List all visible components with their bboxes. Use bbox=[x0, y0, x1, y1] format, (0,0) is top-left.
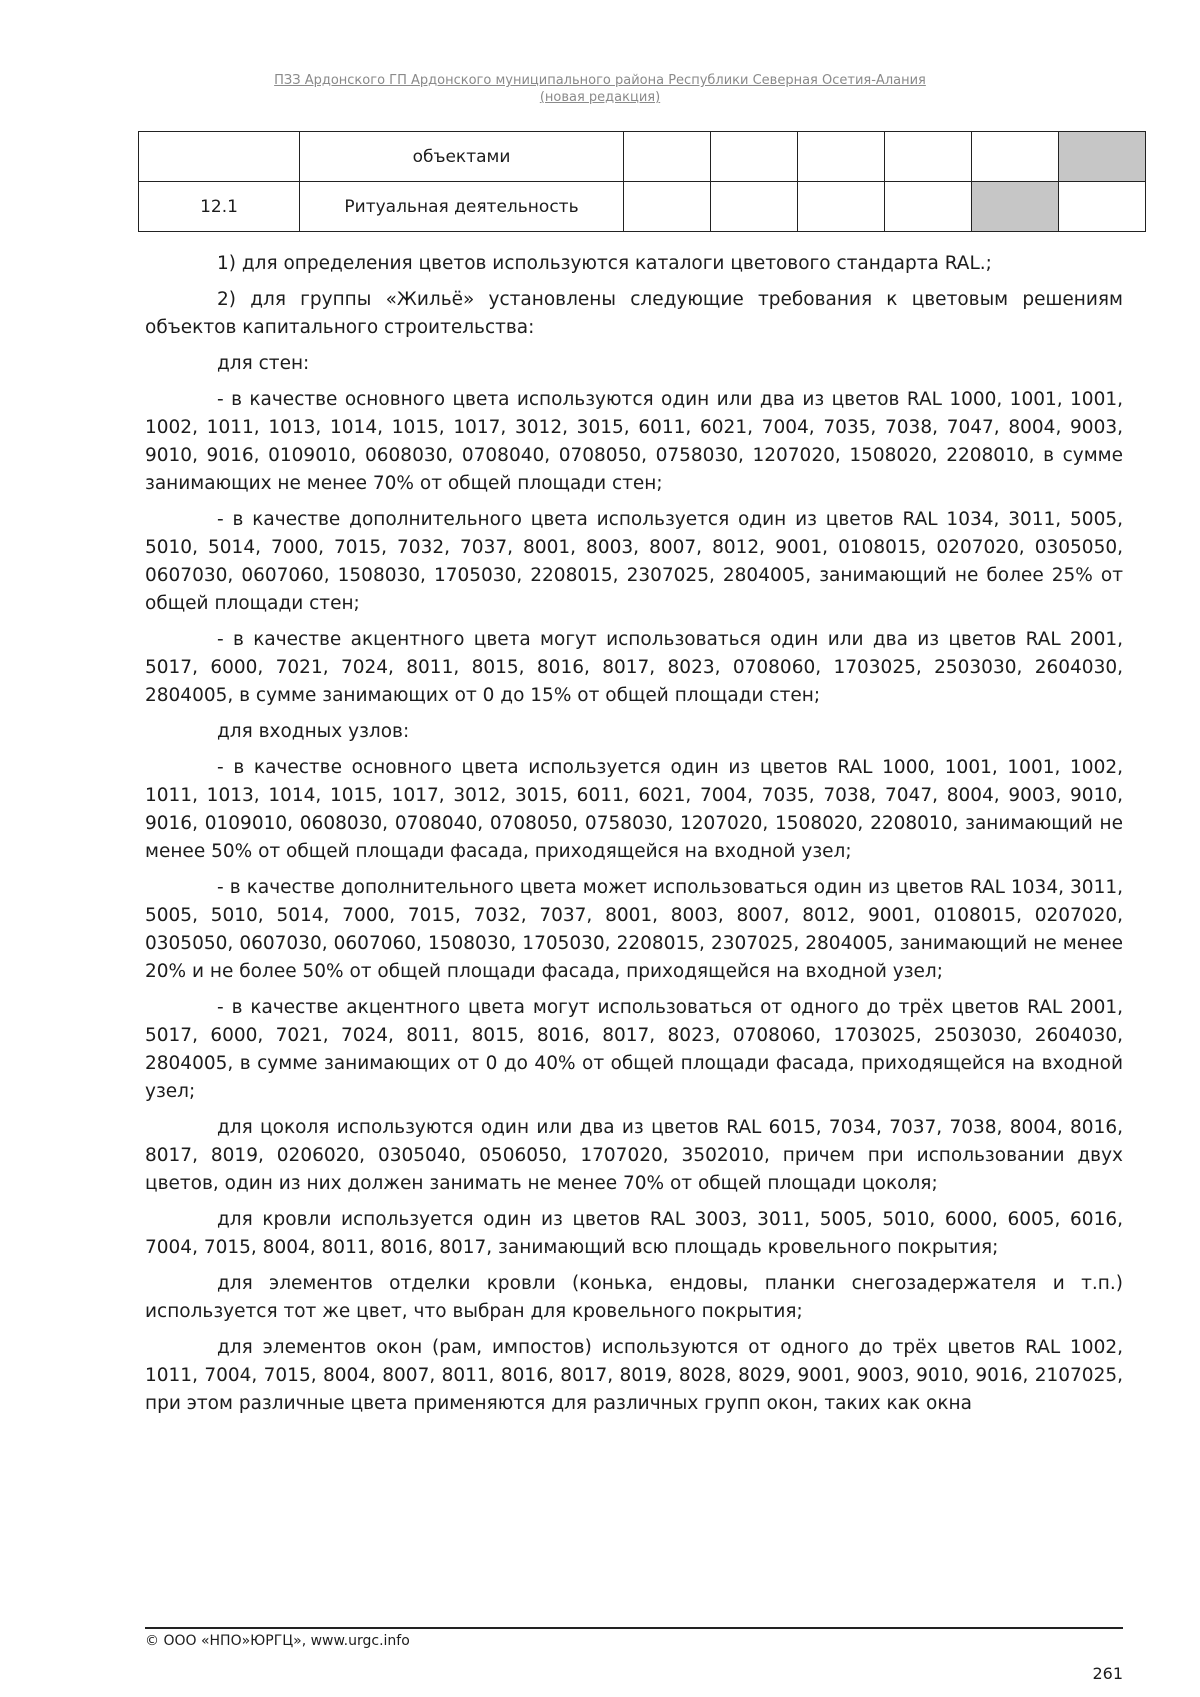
footer-copyright: © ООО «НПО»ЮРГЦ», www.urgc.info bbox=[145, 1633, 410, 1649]
table-cell bbox=[798, 182, 885, 232]
table-cell bbox=[624, 132, 711, 182]
header-title: ПЗЗ Ардонского ГП Ардонского муниципального района Республики Северная Осетия-Алания bbox=[274, 73, 926, 88]
paragraph: - в качестве акцентного цвета могут использоваться от одного до трёх цветов RAL 2001, 5017, 6000, 7021, 7024, 8011, 8015, 8016, 8017, 8023, 0708060, 1703025, 2503030, 2604030, 2804005, в сумме занимающих от 0 до 40% от общей площади фасада, приходящейся на входной узел; bbox=[145, 997, 1123, 1102]
footer-divider bbox=[145, 1627, 1123, 1629]
table-cell bbox=[711, 132, 798, 182]
document-body bbox=[145, 250, 1123, 1426]
paragraph: для элементов отделки кровли (конька, ендовы, планки снегозадержателя и т.п.) используется тот же цвет, что выбран для кровельного покрытия; bbox=[145, 1273, 1123, 1322]
table-row bbox=[139, 132, 1146, 182]
table-cell-number: 12.1 bbox=[139, 182, 300, 232]
paragraph: для цоколя используются один или два из цветов RAL 6015, 7034, 7037, 7038, 8004, 8016, 8017, 8019, 0206020, 0305040, 0506050, 1707020, 3502010, причем при использовании двух цветов, один из них должен занимать не менее 70% от общей площади цоколя; bbox=[145, 1117, 1123, 1194]
table-cell-name: объектами bbox=[300, 132, 624, 182]
header-subtitle: (новая редакция) bbox=[539, 90, 661, 105]
paragraph: - в качестве дополнительного цвета используется один из цветов RAL 1034, 3011, 5005, 5010, 5014, 7000, 7015, 7032, 7037, 8001, 8003, 8007, 8012, 9001, 0108015, 0207020, 0305050, 0607030, 0607060, 1508030, 1705030, 2208015, 2307025, 2804005, занимающий не более 25% от общей площади стен; bbox=[145, 509, 1123, 614]
table-cell bbox=[1059, 182, 1146, 232]
paragraph: для входных узлов: bbox=[217, 721, 410, 742]
table-cell bbox=[885, 132, 972, 182]
table-cell-shaded bbox=[972, 182, 1059, 232]
paragraph: - в качестве дополнительного цвета может использоваться один из цветов RAL 1034, 3011, 5005, 5010, 5014, 7000, 7015, 7032, 7037, 8001, 8003, 8007, 8012, 9001, 0108015, 0207020, 0305050, 0607030, 0607060, 1508030, 1705030, 2208015, 2307025, 2804005, занимающий не менее 20% и не более 50% от общей площади фасада, приходящейся на входной узел; bbox=[145, 877, 1123, 982]
table-row bbox=[139, 182, 1146, 232]
table-cell bbox=[711, 182, 798, 232]
paragraph: - в качестве основного цвета используется один из цветов RAL 1000, 1001, 1001, 1002, 1011, 1013, 1014, 1015, 1017, 3012, 3015, 6011, 6021, 7004, 7035, 7038, 7047, 8004, 9003, 9010, 9016, 0109010, 0608030, 0708040, 0708050, 0758030, 1207020, 1508020, 2208010, занимающий не менее 50% от общей площади фасада, приходящейся на входной узел; bbox=[145, 757, 1123, 862]
paragraph: - в качестве акцентного цвета могут использоваться один или два из цветов RAL 2001, 5017, 6000, 7021, 7024, 8011, 8015, 8016, 8017, 8023, 0708060, 1703025, 2503030, 2604030, 2804005, в сумме занимающих от 0 до 15% от общей площади стен; bbox=[145, 629, 1123, 706]
table-cell-name: Ритуальная деятельность bbox=[300, 182, 624, 232]
table-cell bbox=[972, 132, 1059, 182]
page-number: 261 bbox=[1092, 1664, 1123, 1683]
paragraph: для стен: bbox=[217, 353, 310, 374]
paragraph: для элементов окон (рам, импостов) используются от одного до трёх цветов RAL 1002, 1011, 7004, 7015, 8004, 8007, 8011, 8016, 8017, 8019, 8028, 8029, 9001, 9003, 9010, 9016, 2107025, при этом различные цвета применяются для различных групп окон, таких как окна bbox=[145, 1337, 1123, 1414]
document-header bbox=[0, 72, 1200, 106]
table-cell bbox=[624, 182, 711, 232]
table-cell-number bbox=[139, 132, 300, 182]
table-cell bbox=[798, 132, 885, 182]
paragraph: для кровли используется один из цветов RAL 3003, 3011, 5005, 5010, 6000, 6005, 6016, 7004, 7015, 8004, 8011, 8016, 8017, занимающий всю площадь кровельного покрытия; bbox=[145, 1209, 1123, 1258]
paragraph: - в качестве основного цвета используются один или два из цветов RAL 1000, 1001, 1001, 1002, 1011, 1013, 1014, 1015, 1017, 3012, 3015, 6011, 6021, 7004, 7035, 7038, 7047, 8004, 9003, 9010, 9016, 0109010, 0608030, 0708040, 0708050, 0758030, 1207020, 1508020, 2208010, в сумме занимающих не менее 70% от общей площади стен; bbox=[145, 389, 1123, 494]
table-cell bbox=[885, 182, 972, 232]
table-cell-shaded bbox=[1059, 132, 1146, 182]
paragraph: 2) для группы «Жильё» установлены следующие требования к цветовым решениям объектов капитального строительства: bbox=[145, 289, 1123, 338]
zoning-table bbox=[138, 131, 1146, 232]
paragraph: 1) для определения цветов используются каталоги цветового стандарта RAL.; bbox=[217, 253, 992, 274]
